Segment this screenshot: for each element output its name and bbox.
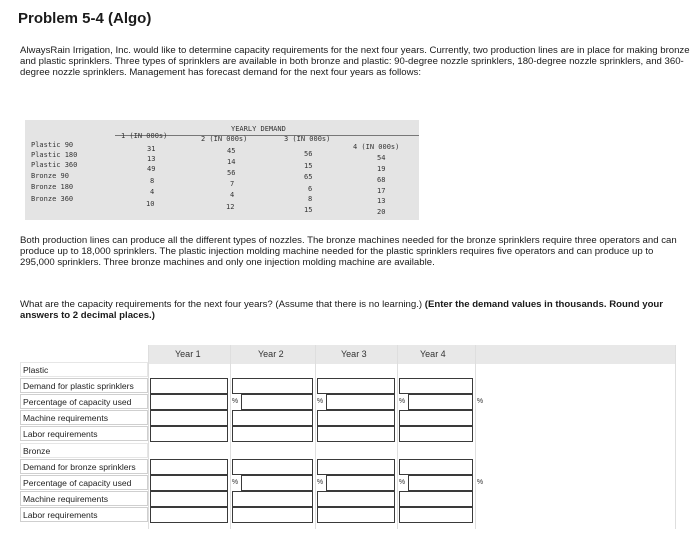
- percent-sign: %: [316, 398, 324, 405]
- plastic-machine-y1-input[interactable]: [150, 410, 228, 426]
- row-label: Demand for bronze sprinklers: [20, 459, 148, 474]
- percent-sign: %: [398, 398, 406, 405]
- row-label: Labor requirements: [20, 507, 148, 522]
- bronze-labor-y3-input[interactable]: [317, 507, 395, 523]
- bronze-demand-y4-input[interactable]: [399, 459, 473, 475]
- demand-value: 8: [150, 177, 155, 185]
- demand-value: 65: [304, 173, 313, 181]
- percent-sign: %: [231, 398, 239, 405]
- row-label: Machine requirements: [20, 410, 148, 425]
- problem-title: Problem 5-4 (Algo): [18, 10, 152, 27]
- row-label: Percentage of capacity used: [20, 475, 148, 490]
- demand-value: 12: [226, 203, 235, 211]
- demand-value: 20: [377, 208, 386, 216]
- bronze-machine-y3-input[interactable]: [317, 491, 395, 507]
- instruction-text: (Enter the demand values in thousands. Round your answers to 2 decimal places.): [20, 299, 664, 321]
- demand-value: 56: [304, 150, 313, 158]
- percent-sign: %: [316, 479, 324, 486]
- plastic-demand-y4-input[interactable]: [399, 378, 473, 394]
- row-label: Percentage of capacity used: [20, 394, 148, 409]
- percent-sign: %: [231, 479, 239, 486]
- percent-sign: %: [476, 479, 484, 486]
- row-label: Machine requirements: [20, 491, 148, 506]
- section-plastic: Plastic: [20, 362, 148, 377]
- demand-value: 13: [147, 155, 156, 163]
- row-label: Plastic 180: [31, 151, 78, 159]
- plastic-demand-y1-input[interactable]: [150, 378, 228, 394]
- production-paragraph: Both production lines can produce all the different types of nozzles. The bronze machines needed for the bronze sprinklers require three operators and can produce up to 18,000 sprinklers. The plastic injection molding machine needed for the plastic sprinklers requires five operators and can produce up to 295,000 sprinklers. Three bronze machines and only one injection molding machine are available.: [20, 235, 677, 268]
- bronze-labor-y1-input[interactable]: [150, 507, 228, 523]
- demand-table: [25, 120, 419, 220]
- question-text: What are the capacity requirements for the next four years? (Assume that there is no learning.): [20, 299, 423, 310]
- plastic-pct-y3-input[interactable]: [326, 394, 395, 410]
- demand-value: 31: [147, 145, 156, 153]
- plastic-machine-y4-input[interactable]: [399, 410, 473, 426]
- year-header: Year 1: [175, 349, 201, 359]
- bronze-demand-y2-input[interactable]: [232, 459, 313, 475]
- bronze-demand-y1-input[interactable]: [150, 459, 228, 475]
- col-header-2: 2 (IN 000s): [201, 135, 248, 143]
- plastic-pct-y4-input[interactable]: [408, 394, 473, 410]
- bronze-labor-y4-input[interactable]: [399, 507, 473, 523]
- row-label: Plastic 90: [31, 141, 74, 149]
- bronze-machine-y4-input[interactable]: [399, 491, 473, 507]
- col-header-4: 4 (IN 000s): [353, 143, 400, 151]
- bronze-machine-y2-input[interactable]: [232, 491, 313, 507]
- percent-sign: %: [398, 479, 406, 486]
- section-bronze: Bronze: [20, 443, 148, 458]
- percent-sign: %: [476, 398, 484, 405]
- plastic-pct-y2-input[interactable]: [241, 394, 313, 410]
- year-header: Year 2: [258, 349, 284, 359]
- demand-value: 4: [230, 191, 235, 199]
- plastic-demand-y2-input[interactable]: [232, 378, 313, 394]
- bronze-pct-y2-input[interactable]: [241, 475, 313, 491]
- row-label: Labor requirements: [20, 426, 148, 441]
- demand-value: 49: [147, 165, 156, 173]
- demand-value: 15: [304, 206, 313, 214]
- bronze-labor-y2-input[interactable]: [232, 507, 313, 523]
- demand-value: 56: [227, 169, 236, 177]
- demand-value: 15: [304, 162, 313, 170]
- demand-value: 10: [146, 200, 155, 208]
- demand-value: 8: [308, 195, 313, 203]
- demand-value: 7: [230, 180, 235, 188]
- demand-value: 4: [150, 188, 155, 196]
- row-label: Bronze 90: [31, 172, 69, 180]
- bronze-machine-y1-input[interactable]: [150, 491, 228, 507]
- demand-value: 54: [377, 154, 386, 162]
- demand-value: 14: [227, 158, 236, 166]
- row-label: Demand for plastic sprinklers: [20, 378, 148, 393]
- demand-value: 6: [308, 185, 313, 193]
- year-header: Year 3: [341, 349, 367, 359]
- demand-value: 68: [377, 176, 386, 184]
- row-label: Plastic 360: [31, 161, 78, 169]
- bronze-demand-y3-input[interactable]: [317, 459, 395, 475]
- bronze-pct-y4-input[interactable]: [408, 475, 473, 491]
- plastic-labor-y1-input[interactable]: [150, 426, 228, 442]
- plastic-machine-y2-input[interactable]: [232, 410, 313, 426]
- demand-value: 45: [227, 147, 236, 155]
- plastic-demand-y3-input[interactable]: [317, 378, 395, 394]
- demand-value: 13: [377, 197, 386, 205]
- intro-paragraph: AlwaysRain Irrigation, Inc. would like to determine capacity requirements for the next four years. Currently, two production lines are in place for making bronze and plastic sprinklers. Three types of sprinklers are available in both bronze and plastic: 90-degree nozzle sprinklers, 180-degree nozzle sprinklers, and 360-degree nozzle sprinklers. Management has forecast demand for the next four years as follows:: [20, 45, 690, 78]
- year-header: Year 4: [420, 349, 446, 359]
- col-header-1: 1 (IN 000s): [121, 132, 168, 140]
- demand-heading: YEARLY DEMAND: [231, 125, 286, 133]
- plastic-machine-y3-input[interactable]: [317, 410, 395, 426]
- plastic-labor-y3-input[interactable]: [317, 426, 395, 442]
- col-header-3: 3 (IN 000s): [284, 135, 331, 143]
- answer-grid: [20, 345, 676, 529]
- demand-value: 17: [377, 187, 386, 195]
- bronze-pct-y1-input[interactable]: [150, 475, 228, 491]
- row-label: Bronze 180: [31, 183, 74, 191]
- question-paragraph: [20, 299, 690, 321]
- row-label: Bronze 360: [31, 195, 74, 203]
- demand-value: 19: [377, 165, 386, 173]
- plastic-labor-y2-input[interactable]: [232, 426, 313, 442]
- bronze-pct-y3-input[interactable]: [326, 475, 395, 491]
- plastic-labor-y4-input[interactable]: [399, 426, 473, 442]
- plastic-pct-y1-input[interactable]: [150, 394, 228, 410]
